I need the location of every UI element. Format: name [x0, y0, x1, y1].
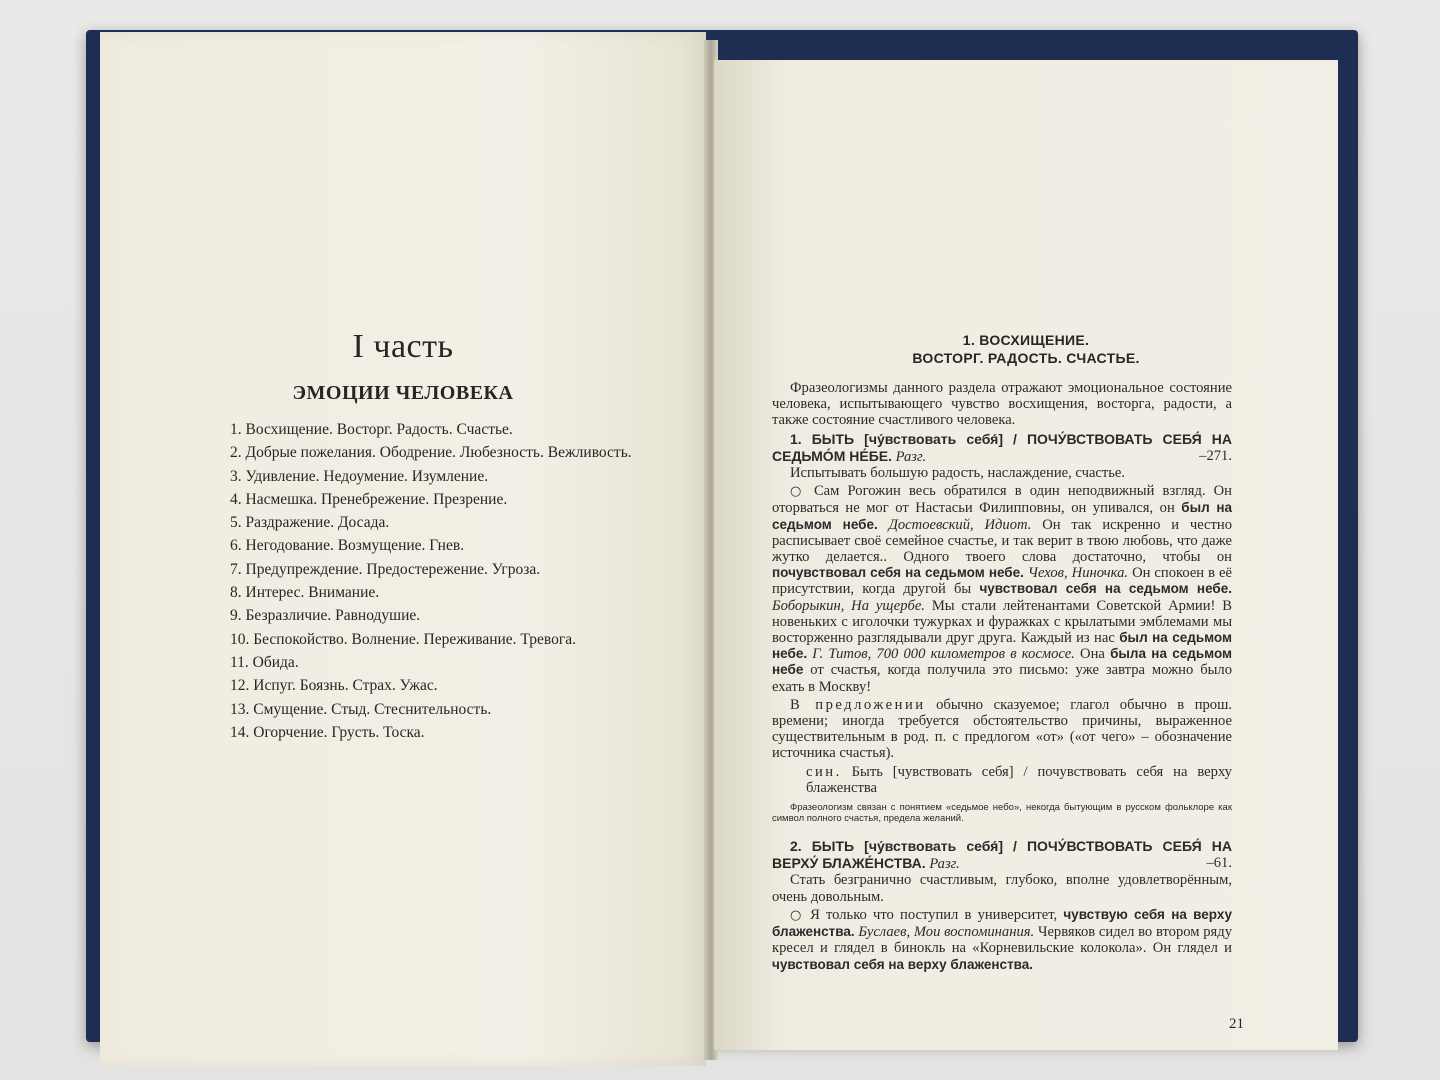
example-marker-icon: ○ [790, 484, 806, 500]
entry1-footnote: Фразеологизм связан с понятием «седьмое небо», некогда бытующим в русском фольклоре как символ полного счастья, предела желаний. [772, 802, 1232, 825]
toc-item: 6. Негодование. Возмущение. Гнев. [230, 537, 465, 555]
entry1-ex5-phrase: была на седьмом небе [772, 646, 1233, 678]
toc-item: 11. Обида. [230, 653, 299, 671]
entry1-ex4-phrase: был на седьмом небе. [772, 630, 1232, 662]
entry2-definition: Стать безгранично счастливым, глубоко, вполне удовлетворённым, очень довольным. [772, 872, 1232, 905]
entry1-headword-line [772, 431, 1232, 465]
entry1-ex5-rest: от счастья, когда получила это письмо: уже завтра можно было ехать в Москву! [772, 662, 1232, 695]
toc-item: 13. Смущение. Стыд. Стеснительность. [230, 700, 492, 718]
entry1-usage [772, 697, 1232, 762]
toc-item: 3. Удивление. Недоумение. Изумление. [230, 467, 489, 485]
entry1-ex5: Она [1080, 646, 1105, 663]
entry2-examples [772, 907, 1232, 973]
example-marker-icon: ○ [790, 907, 804, 923]
section-title: ЭМОЦИИ ЧЕЛОВЕКА [292, 382, 514, 404]
entry1-definition: Испытывать большую радость, наслаждение, счастье. [790, 465, 1126, 482]
entry2-label: Разг. [929, 856, 960, 873]
toc-item: 10. Беспокойство. Волнение. Переживание. Тревога. [230, 630, 577, 648]
right-page [714, 60, 1338, 1050]
entry1-ex3: Он спокоен в её присутствии, когда другой бы [772, 565, 1232, 598]
toc-item: 12. Испуг. Боязнь. Страх. Ужас. [230, 677, 438, 695]
entry1-ex3-phrase: чувствовал себя на седьмом небе. [979, 581, 1233, 597]
entry2-ex1: Я только что поступил в университет, [810, 906, 1058, 923]
toc-item: 14. Огорчение. Грусть. Тоска. [230, 723, 425, 741]
entry1-ex1-phrase: был на седьмом небе. [772, 500, 1232, 532]
toc-item: 7. Предупреждение. Предостережение. Угроза. [230, 560, 541, 578]
entry1-ex2-source: Чехов, Ниночка. [1027, 565, 1129, 582]
entry2-ex1-source: Буслаев, Мои воспоминания. [858, 924, 1035, 941]
toc-item: 1. Восхищение. Восторг. Радость. Счастье. [230, 421, 513, 438]
synonym-text: Быть [чувствовать себя] / почувствовать себя на верху блаженства [806, 763, 1232, 796]
entry1-ex1: Сам Рогожин весь обратился в один неподвижный взгляд. Он оторваться не мог от Настасьи Филипповны, он упивался, он [772, 483, 1232, 517]
page-number: 21 [1229, 1016, 1244, 1032]
chapter-heading-line2: ВОСТОРГ. РАДОСТЬ. СЧАСТЬЕ. [912, 350, 1140, 366]
entry1-ex2-phrase: почувствовал себя на седьмом небе. [772, 565, 1024, 581]
entry2-headword: 2. БЫТЬ [чу́вствовать себя́] / ПОЧУ́ВСТВОВАТЬ СЕБЯ́ НА ВЕРХУ́ БЛАЖЕ́НСТВА. [772, 838, 1232, 872]
chapter-heading-line1: 1. ВОСХИЩЕНИЕ. [962, 332, 1090, 348]
page-body [772, 380, 1232, 973]
part-title: I часть [352, 328, 454, 365]
entry1-examples [772, 483, 1232, 695]
entry1-ex4: Мы стали лейтенантами Советской Армии! В новеньких с иголочки тужурках и фуражках с крылатыми эмблемами мы восторженно разглядывали друг друга. Каждый из нас [772, 597, 1232, 647]
entry1-synonym [772, 764, 1232, 796]
usage-label: В предложении [790, 696, 926, 713]
entry1-rank: –271. [1199, 447, 1232, 464]
entry1-headword: 1. БЫТЬ [чу́вствовать себя́] / ПОЧУ́ВСТВОВАТЬ СЕБЯ́ НА СЕДЬМО́М НЕ́БЕ. [772, 430, 1232, 464]
toc-item: 2. Добрые пожелания. Ободрение. Любезность. Вежливость. [230, 444, 632, 462]
entry1-ex3-source: Боборыкин, На ущербе. [772, 597, 925, 614]
usage-text: обычно сказуемое; глагол обычно в прош. времени; иногда требуется обстоятельство причины, выраженное существительным в род. п. с предлогом «от» («от чего» – обозначение источника счастья). [772, 696, 1232, 762]
entry2-rank: –61. [1206, 855, 1232, 872]
toc-item: 9. Безразличие. Равнодушие. [230, 607, 421, 625]
entry1-label: Разг. [895, 448, 927, 465]
entry1-ex4-source: Г. Титов, 700 000 километров в космосе. [812, 646, 1075, 663]
toc-item: 8. Интерес. Внимание. [230, 584, 380, 602]
toc-item: 4. Насмешка. Пренебрежение. Презрение. [230, 490, 508, 508]
toc-item: 5. Раздражение. Досада. [230, 514, 390, 532]
synonym-label: син. [806, 763, 842, 780]
table-of-contents [230, 418, 632, 744]
entry2-headword-line [772, 838, 1232, 872]
entry2-ex2-phrase: чувствовал себя на верху блаженства. [772, 956, 1034, 972]
entry1-ex1-source: Достоевский, Идиот. [888, 516, 1032, 533]
entry2-ex2: Червяков сидел во втором ряду кресел и глядел в бинокль на «Корневильские колокола». Он глядел и [772, 924, 1232, 957]
entry1-ex2: Он так искренно и честно расписывает своё семейное счастье, и так верит в твою любовь, что даже жутко делается.. Одного твоего слова достаточно, чтобы он [772, 516, 1232, 566]
intro-paragraph: Фразеологизмы данного раздела отражают эмоциональное состояние человека, испытывающего чувство восхищения, восторга, радости, а также состояние счастливого человека. [772, 380, 1232, 429]
left-page [100, 32, 706, 1066]
entry2-ex1-phrase: чувствую себя на верху блаженства. [772, 906, 1233, 940]
